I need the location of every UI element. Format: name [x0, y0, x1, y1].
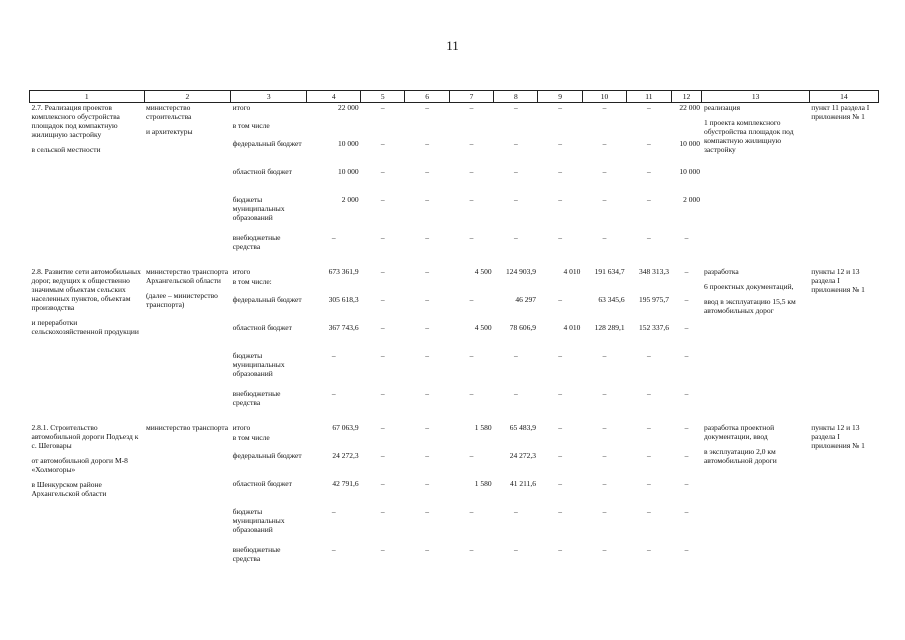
expected-result-text: в эксплуатацию 2,0 км автомобильной дороги — [703, 446, 777, 465]
funding-value-cell: – — [469, 166, 474, 176]
funding-value-cell — [494, 433, 538, 451]
funding-value-cell: – — [684, 478, 689, 488]
funding-value-cell: – — [380, 450, 385, 460]
funding-value-cell: – — [558, 422, 563, 432]
funding-value-cell: 348 313,3 — [639, 266, 670, 276]
funding-value-cell — [627, 433, 671, 451]
activity-name-cell — [30, 103, 145, 259]
funding-value-cell: 41 211,6 — [510, 478, 536, 488]
funding-value-cell: – — [646, 166, 651, 176]
funding-value-cell: – — [469, 194, 474, 204]
funding-value-cell: – — [380, 194, 385, 204]
funding-value-cell — [671, 121, 702, 139]
funding-value-cell — [307, 277, 361, 295]
executor-text: министерство строительства — [146, 103, 192, 121]
funding-value-cell — [361, 277, 405, 295]
funding-value-cell: – — [602, 422, 607, 432]
funding-value-cell: – — [684, 266, 689, 276]
col-header-13: 13 — [702, 91, 809, 103]
activity-name-text: от автомобильной дороги М-8 «Холмогоры» — [31, 455, 128, 474]
funding-value-cell: – — [558, 294, 563, 304]
funding-value-cell — [538, 433, 582, 451]
funding-value-cell: 22 000 — [337, 103, 359, 112]
funding-value-cell: – — [469, 388, 474, 398]
activity-name-cell — [30, 415, 145, 571]
activity-name-text: и переработки сельскохозяйственной продукции — [31, 317, 139, 336]
funding-value-cell: – — [513, 388, 518, 398]
funding-source-cell: областной бюджет — [232, 166, 292, 176]
funding-value-cell: – — [469, 350, 474, 360]
funding-source-cell: бюджеты муниципальных образований — [232, 506, 285, 534]
funding-value-cell: – — [513, 544, 518, 554]
funding-value-cell: 2 000 — [683, 194, 700, 204]
funding-value-cell: – — [380, 506, 385, 516]
funding-value-cell: – — [558, 350, 563, 360]
funding-value-cell: – — [646, 478, 651, 488]
funding-value-cell — [494, 121, 538, 139]
funding-value-cell — [671, 433, 702, 451]
funding-value-cell — [494, 277, 538, 295]
funding-value-cell: – — [513, 166, 518, 176]
funding-value-cell: – — [558, 138, 563, 148]
table-row — [30, 259, 879, 277]
funding-value-cell: 46 297 — [515, 294, 536, 304]
funding-value-cell: – — [380, 422, 385, 432]
funding-value-cell: – — [513, 138, 518, 148]
funding-value-cell: – — [684, 388, 689, 398]
funding-value-cell: 65 483,9 — [509, 422, 536, 432]
funding-value-cell: 4 010 — [563, 322, 581, 332]
funding-value-cell: – — [558, 388, 563, 398]
funding-value-cell: – — [425, 450, 429, 460]
funding-value-cell: 673 361,9 — [328, 266, 359, 276]
funding-value-cell: – — [646, 544, 651, 554]
funding-value-cell: – — [684, 506, 689, 516]
funding-source-cell: итого — [232, 103, 251, 112]
funding-source-cell: областной бюджет — [232, 478, 292, 488]
funding-value-cell: – — [380, 544, 385, 554]
executor-text: (далее – министерство транспорта) — [146, 290, 218, 309]
expected-result-text: разработка проектной документации, ввод — [703, 422, 775, 441]
funding-value-cell: 4 500 — [474, 322, 492, 332]
col-header-10: 10 — [582, 91, 626, 103]
funding-value-cell: – — [425, 322, 429, 332]
funding-value-cell — [361, 433, 405, 451]
funding-value-cell: – — [684, 350, 689, 360]
page-number: 11 — [446, 38, 459, 53]
funding-value-cell — [405, 121, 449, 139]
funding-value-cell: – — [646, 422, 651, 432]
funding-value-cell — [307, 433, 361, 451]
funding-value-cell: – — [380, 266, 385, 276]
executor-text: министерство транспорта Архангельской области — [146, 266, 229, 285]
funding-value-cell: – — [646, 232, 651, 242]
funding-value-cell — [449, 121, 493, 139]
expected-result-text: реализация — [703, 103, 741, 112]
funding-value-cell: – — [558, 232, 563, 242]
funding-value-cell: 10 000 — [337, 166, 359, 176]
funding-value-cell: 78 606,9 — [509, 322, 536, 332]
funding-value-cell: – — [602, 544, 607, 554]
funding-value-cell: 2 000 — [341, 194, 359, 204]
col-header-9: 9 — [538, 91, 582, 103]
expected-result-cell — [702, 415, 809, 571]
expected-result-text: 1 проекта комплексного обустройства площадок под компактную жилищную застройку — [703, 118, 794, 154]
funding-source-cell: бюджеты муниципальных образований — [232, 350, 285, 378]
expected-result-text: 6 проектных документаций, — [703, 281, 794, 291]
program-table — [29, 90, 879, 571]
funding-value-cell — [405, 433, 449, 451]
funding-source-cell: федеральный бюджет — [232, 138, 302, 148]
funding-value-cell: – — [331, 388, 336, 398]
funding-value-cell: – — [425, 506, 429, 516]
funding-value-cell — [361, 121, 405, 139]
funding-value-cell: 24 272,3 — [509, 450, 536, 460]
col-header-1: 1 — [30, 91, 145, 103]
col-header-7: 7 — [449, 91, 493, 103]
funding-value-cell: – — [646, 506, 651, 516]
funding-source-cell: в том числе — [232, 432, 270, 442]
expected-result-text: ввод в эксплуатацию 15,5 км автомобильных дорог — [703, 296, 796, 315]
funding-value-cell: – — [646, 350, 651, 360]
col-header-2: 2 — [144, 91, 231, 103]
column-number-row — [30, 91, 879, 103]
executor-cell — [144, 103, 231, 259]
funding-value-cell — [538, 277, 582, 295]
activity-name-text: 2.7. Реализация проектов комплексного обустройства площадок под компактную жилищную застройку — [31, 103, 120, 139]
col-header-3: 3 — [231, 91, 307, 103]
funding-value-cell: – — [513, 350, 518, 360]
funding-value-cell — [449, 433, 493, 451]
funding-value-cell: – — [602, 350, 607, 360]
funding-value-cell: – — [646, 103, 651, 112]
funding-value-cell: – — [602, 194, 607, 204]
funding-value-cell: – — [602, 506, 607, 516]
funding-source-cell: внебюджетные средства — [232, 388, 281, 407]
expected-result-text: разработка — [703, 266, 739, 276]
funding-value-cell: – — [425, 478, 429, 488]
col-header-11: 11 — [627, 91, 671, 103]
funding-value-cell: – — [425, 388, 429, 398]
funding-value-cell: – — [331, 232, 336, 242]
funding-value-cell: 305 618,3 — [328, 294, 359, 304]
funding-value-cell: – — [469, 450, 474, 460]
table-row — [30, 103, 879, 121]
funding-source-cell: в том числе — [232, 120, 270, 130]
funding-value-cell: 24 272,3 — [332, 450, 359, 460]
executor-cell — [144, 415, 231, 571]
funding-value-cell: – — [513, 103, 518, 112]
funding-value-cell: – — [425, 294, 429, 304]
funding-value-cell: 67 063,9 — [332, 422, 359, 432]
funding-value-cell: 124 903,9 — [505, 266, 536, 276]
funding-value-cell: – — [331, 544, 336, 554]
funding-value-cell: – — [380, 478, 385, 488]
funding-value-cell: 22 000 — [679, 103, 700, 112]
reference-cell: пункт 11 раздела I приложения № 1 — [811, 103, 870, 121]
table-row — [30, 415, 879, 433]
col-header-4: 4 — [307, 91, 361, 103]
funding-value-cell: – — [469, 103, 474, 112]
funding-source-cell: итого — [232, 422, 251, 432]
funding-value-cell: – — [602, 450, 607, 460]
funding-value-cell: – — [602, 166, 607, 176]
funding-value-cell: – — [558, 544, 563, 554]
funding-value-cell: – — [602, 138, 607, 148]
funding-value-cell: – — [646, 194, 651, 204]
funding-value-cell: – — [380, 294, 385, 304]
funding-value-cell: – — [425, 138, 429, 148]
funding-source-cell: федеральный бюджет — [232, 450, 302, 460]
funding-value-cell: – — [558, 166, 563, 176]
funding-value-cell: – — [684, 294, 689, 304]
funding-value-cell: – — [558, 506, 563, 516]
activity-name-text: 2.8. Развитие сети автомобильных дорог, ведущих к общественно значимым объектам сельских населенных пунктов, объектам производства — [31, 266, 141, 312]
funding-value-cell: – — [602, 232, 607, 242]
expected-result-cell — [702, 259, 809, 415]
funding-value-cell: 191 634,7 — [594, 266, 625, 276]
funding-value-cell: – — [331, 506, 336, 516]
col-header-6: 6 — [405, 91, 449, 103]
funding-source-cell: бюджеты муниципальных образований — [232, 194, 285, 222]
funding-value-cell: – — [469, 294, 474, 304]
funding-value-cell — [627, 277, 671, 295]
funding-value-cell: – — [646, 138, 651, 148]
funding-source-cell: в том числе: — [232, 276, 272, 286]
funding-value-cell: 1 580 — [474, 478, 492, 488]
funding-value-cell: – — [469, 506, 474, 516]
funding-value-cell — [449, 277, 493, 295]
funding-value-cell — [582, 277, 626, 295]
funding-source-cell: федеральный бюджет — [232, 294, 302, 304]
funding-value-cell — [582, 121, 626, 139]
funding-value-cell: 63 345,6 — [598, 294, 625, 304]
funding-value-cell: – — [602, 103, 607, 112]
executor-cell — [144, 259, 231, 415]
funding-value-cell: – — [425, 166, 429, 176]
funding-value-cell: 367 743,6 — [328, 322, 359, 332]
funding-value-cell — [627, 121, 671, 139]
funding-value-cell: – — [380, 322, 385, 332]
funding-value-cell: 42 791,6 — [332, 478, 359, 488]
funding-value-cell: – — [684, 544, 689, 554]
col-header-5: 5 — [361, 91, 405, 103]
funding-value-cell: – — [513, 506, 518, 516]
funding-value-cell: – — [684, 322, 689, 332]
activity-name-cell — [30, 259, 145, 415]
funding-value-cell: – — [380, 166, 385, 176]
funding-value-cell: 10 000 — [337, 138, 359, 148]
funding-value-cell: – — [469, 232, 474, 242]
executor-text: и архитектуры — [146, 127, 193, 136]
funding-value-cell: – — [646, 388, 651, 398]
funding-value-cell: 128 289,1 — [594, 322, 625, 332]
funding-value-cell: – — [425, 194, 429, 204]
funding-value-cell — [405, 277, 449, 295]
funding-source-cell: областной бюджет — [232, 322, 292, 332]
funding-value-cell: – — [380, 232, 385, 242]
expected-result-cell — [702, 103, 809, 259]
activity-name-text: в Шенкурском районе Архангельской области — [31, 479, 107, 498]
executor-text: министерство транспорта — [146, 422, 229, 432]
funding-value-cell: – — [513, 194, 518, 204]
funding-value-cell: – — [684, 450, 689, 460]
funding-value-cell: – — [558, 103, 563, 112]
col-header-8: 8 — [494, 91, 538, 103]
table-body — [30, 103, 879, 571]
funding-value-cell: – — [602, 478, 607, 488]
funding-source-cell: итого — [232, 266, 251, 276]
funding-value-cell: – — [469, 544, 474, 554]
funding-source-cell: внебюджетные средства — [232, 232, 281, 251]
funding-value-cell: – — [684, 422, 689, 432]
activity-name-text: 2.8.1. Строительство автомобильной дороги Подъезд к с. Шеговары — [31, 422, 139, 450]
funding-value-cell: – — [469, 138, 474, 148]
funding-value-cell: 4 500 — [474, 266, 492, 276]
funding-value-cell — [582, 433, 626, 451]
col-header-12: 12 — [671, 91, 702, 103]
funding-value-cell: – — [558, 478, 563, 488]
funding-value-cell: – — [602, 388, 607, 398]
funding-value-cell: – — [425, 544, 429, 554]
funding-value-cell: 10 000 — [679, 138, 700, 148]
funding-value-cell: – — [425, 232, 429, 242]
funding-value-cell: – — [331, 350, 336, 360]
funding-value-cell: – — [425, 103, 429, 112]
funding-value-cell: – — [646, 450, 651, 460]
funding-source-cell: внебюджетные средства — [232, 544, 281, 563]
funding-value-cell: 1 580 — [474, 422, 492, 432]
funding-value-cell — [538, 121, 582, 139]
funding-value-cell: 4 010 — [563, 266, 581, 276]
funding-value-cell: – — [380, 103, 385, 112]
col-header-14: 14 — [809, 91, 878, 103]
funding-value-cell: – — [425, 422, 429, 432]
funding-value-cell — [307, 121, 361, 139]
funding-value-cell: 10 000 — [679, 166, 700, 176]
funding-value-cell: – — [558, 450, 563, 460]
funding-value-cell — [671, 277, 702, 295]
funding-value-cell: 152 337,6 — [639, 322, 670, 332]
funding-value-cell: – — [380, 388, 385, 398]
funding-value-cell: – — [684, 232, 689, 242]
funding-value-cell: – — [425, 266, 429, 276]
activity-name-text: в сельской местности — [31, 145, 101, 154]
reference-cell: пункты 12 и 13 раздела I приложения № 1 — [811, 266, 865, 294]
funding-value-cell: 195 975,7 — [639, 294, 670, 304]
funding-value-cell: – — [558, 194, 563, 204]
funding-value-cell: – — [380, 350, 385, 360]
funding-value-cell: – — [425, 350, 429, 360]
funding-value-cell: – — [513, 232, 518, 242]
reference-cell: пункты 12 и 13 раздела I приложения № 1 — [811, 422, 865, 450]
funding-value-cell: – — [380, 138, 385, 148]
